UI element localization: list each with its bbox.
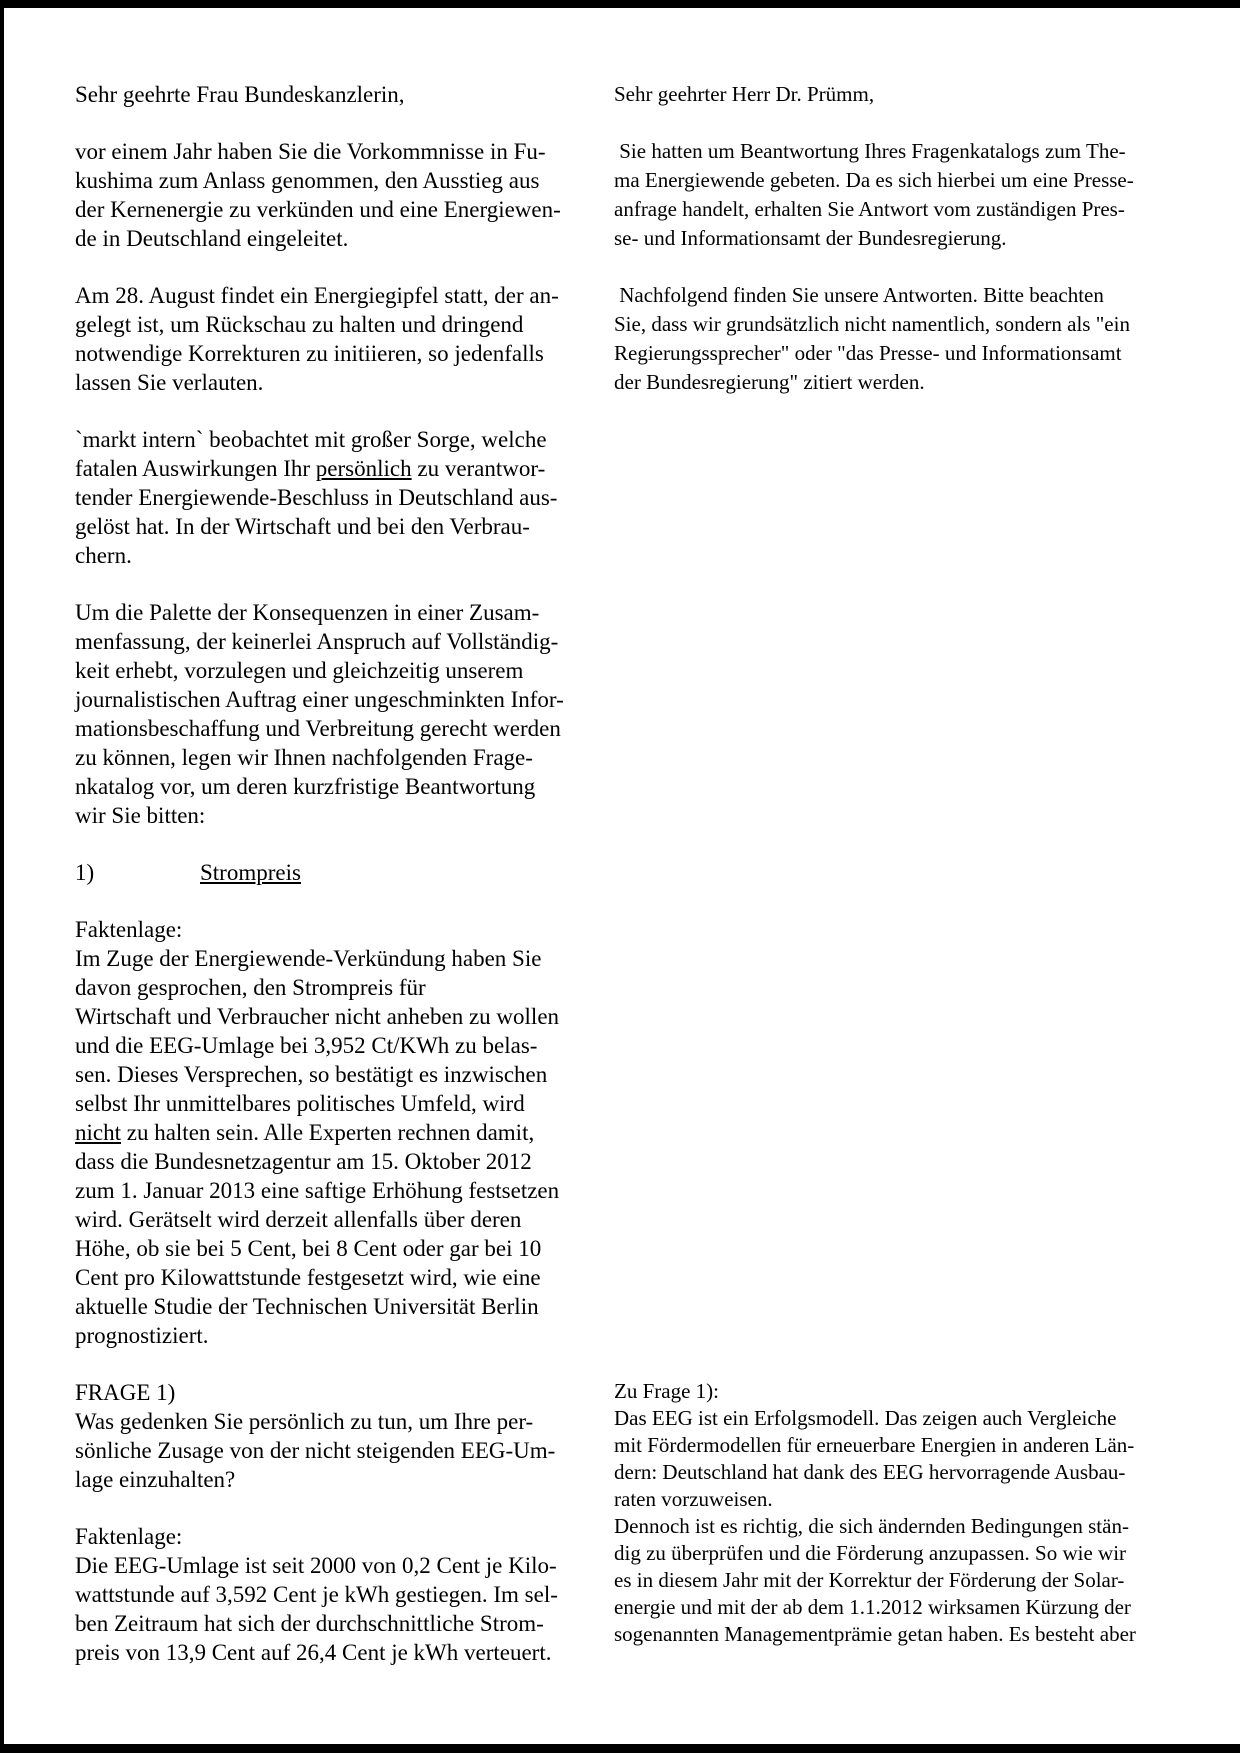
text-line <box>75 915 623 944</box>
text-segment: dern: Deutschland hat dank des EEG hervorragende Ausbau- <box>614 1460 1126 1484</box>
text-segment: Cent pro Kilowattstunde festgesetzt wird, wie eine <box>75 1265 541 1290</box>
text-line <box>75 743 623 772</box>
text-line <box>75 1263 623 1292</box>
text-segment: und die EEG-Umlage bei 3,952 Ct/KWh zu belas- <box>75 1033 538 1058</box>
text-segment: dig zu überprüfen und die Förderung anzupassen. So wie wir <box>614 1541 1127 1565</box>
emphasized-text: persönlich <box>315 456 412 481</box>
text-line <box>75 772 623 801</box>
paragraph <box>614 1378 1214 1648</box>
text-segment: ben Zeitraum hat sich der durchschnittliche Strom- <box>75 1611 544 1636</box>
text-segment: anfrage handelt, erhalten Sie Antwort vom zuständigen Pres- <box>614 197 1125 221</box>
paragraph <box>75 425 623 570</box>
text-segment: selbst Ihr unmittelbares politisches Umfeld, wird <box>75 1091 525 1116</box>
text-line <box>614 224 1214 253</box>
text-segment: zu können, legen wir Ihnen nachfolgenden Frage- <box>75 745 533 770</box>
text-segment: Zu Frage 1): <box>614 1379 719 1403</box>
text-line <box>75 281 623 310</box>
paragraph <box>75 1378 623 1494</box>
text-line <box>75 1551 623 1580</box>
page-border-top <box>0 0 1240 8</box>
left-column-body <box>75 137 623 1667</box>
text-line <box>75 137 623 166</box>
text-line <box>75 1407 623 1436</box>
text-line <box>614 1378 1214 1405</box>
text-line <box>75 1580 623 1609</box>
text-segment: zum 1. Januar 2013 eine saftige Erhöhung festsetzen <box>75 1178 560 1203</box>
text-line <box>614 1432 1214 1459</box>
text-segment: Höhe, ob sie bei 5 Cent, bei 8 Cent oder gar bei 10 <box>75 1236 542 1261</box>
text-line <box>75 1465 623 1494</box>
text-segment: keit erhebt, vorzulegen und gleichzeitig unserem <box>75 658 524 683</box>
text-segment: de in Deutschland eingeleitet. <box>75 226 349 251</box>
text-line <box>75 656 623 685</box>
text-segment: energie und mit der ab dem 1.1.2012 wirksamen Kürzung der <box>614 1595 1131 1619</box>
text-segment: kushima zum Anlass genommen, den Ausstieg aus <box>75 168 540 193</box>
text-segment: prognostiziert. <box>75 1323 209 1348</box>
text-segment: journalistischen Auftrag einer ungeschminkten Infor- <box>75 687 564 712</box>
text-segment: `markt intern` beobachtet mit großer Sorge, welche <box>75 427 547 452</box>
text-line <box>75 598 623 627</box>
right-column-answer-body <box>614 1378 1214 1648</box>
text-line <box>75 1609 623 1638</box>
text-line <box>614 1567 1214 1594</box>
left-salutation: Sehr geehrte Frau Bundeskanzlerin, <box>75 82 405 107</box>
section-title: Strompreis <box>200 860 301 885</box>
page-border-bottom <box>0 1744 1240 1753</box>
text-segment: dass die Bundesnetzagentur am 15. Oktober 2012 <box>75 1149 532 1174</box>
text-line <box>614 1540 1214 1567</box>
text-segment: Die EEG-Umlage ist seit 2000 von 0,2 Cent je Kilo- <box>75 1553 557 1578</box>
text-segment: Regierungssprecher" oder "das Presse- und Informationsamt <box>614 341 1122 365</box>
text-segment: Was gedenken Sie persönlich zu tun, um Ihre per- <box>75 1409 534 1434</box>
text-line <box>75 1292 623 1321</box>
text-segment: raten vorzuweisen. <box>614 1487 773 1511</box>
text-segment: sogenannten Managementprämie getan haben. Es besteht aber <box>614 1622 1136 1646</box>
text-line <box>614 368 1214 397</box>
text-line <box>75 512 623 541</box>
paragraph <box>614 281 1214 397</box>
text-line <box>75 425 623 454</box>
text-segment: Das EEG ist ein Erfolgsmodell. Das zeigen auch Vergleiche <box>614 1406 1117 1430</box>
section-heading <box>75 858 623 887</box>
text-segment: wattstunde auf 3,592 Cent je kWh gestiegen. Im sel- <box>75 1582 558 1607</box>
text-line <box>75 1321 623 1350</box>
right-column-intro-body <box>614 137 1214 397</box>
text-segment: gelegt ist, um Rückschau zu halten und dringend <box>75 312 524 337</box>
text-line <box>75 224 623 253</box>
text-segment: notwendige Korrekturen zu initiieren, so jedenfalls <box>75 341 544 366</box>
text-line <box>75 685 623 714</box>
text-line <box>614 1405 1214 1432</box>
text-line <box>75 454 623 483</box>
text-line <box>75 166 623 195</box>
text-line <box>75 944 623 973</box>
paragraph <box>614 137 1214 253</box>
text-line <box>614 137 1214 166</box>
text-line <box>75 368 623 397</box>
text-segment: FRAGE 1) <box>75 1380 176 1405</box>
text-line <box>75 1002 623 1031</box>
text-segment: zu halten sein. Alle Experten rechnen damit, <box>121 1120 535 1145</box>
text-segment: mit Fördermodellen für erneuerbare Energien in anderen Län- <box>614 1433 1135 1457</box>
paragraph <box>75 1522 623 1667</box>
section-number: 1) <box>75 860 95 885</box>
text-line <box>614 339 1214 368</box>
text-segment: Um die Palette der Konsequenzen in einer Zusam- <box>75 600 540 625</box>
text-segment: es in diesem Jahr mit der Korrektur der Förderung der Solar- <box>614 1568 1125 1592</box>
paragraph <box>75 598 623 830</box>
page-border-left <box>0 0 4 1753</box>
text-line <box>75 627 623 656</box>
text-segment: lage einzuhalten? <box>75 1467 236 1492</box>
right-column-intro <box>614 80 1214 397</box>
text-segment: preis von 13,9 Cent auf 26,4 Cent je kWh verteuert. <box>75 1640 552 1665</box>
paragraph <box>75 137 623 253</box>
text-segment: nkatalog vor, um deren kurzfristige Beantwortung <box>75 774 536 799</box>
text-segment: Am 28. August findet ein Energiegipfel statt, der an- <box>75 283 559 308</box>
text-segment: Im Zuge der Energiewende-Verkündung haben Sie <box>75 946 542 971</box>
text-line <box>614 1594 1214 1621</box>
text-line <box>75 1118 623 1147</box>
left-column <box>75 80 623 1667</box>
text-line <box>75 1378 623 1407</box>
text-segment: mationsbeschaffung und Verbreitung gerecht werden <box>75 716 561 741</box>
paragraph <box>75 281 623 397</box>
text-segment: chern. <box>75 543 132 568</box>
text-segment: Dennoch ist es richtig, die sich ändernden Bedingungen stän- <box>614 1514 1129 1538</box>
text-segment: Sie hatten um Beantwortung Ihres Fragenkatalogs zum The- <box>614 139 1126 163</box>
text-line <box>614 1513 1214 1540</box>
text-line <box>75 801 623 830</box>
text-segment: aktuelle Studie der Technischen Universität Berlin <box>75 1294 539 1319</box>
text-segment: fatalen Auswirkungen Ihr <box>75 456 316 481</box>
text-line <box>75 1031 623 1060</box>
text-line <box>75 973 623 1002</box>
text-segment: Faktenlage: <box>75 917 183 942</box>
text-segment: ma Energiewende gebeten. Da es sich hierbei um eine Presse- <box>614 168 1134 192</box>
text-line <box>75 483 623 512</box>
text-line <box>75 1176 623 1205</box>
text-segment: tender Energiewende-Beschluss in Deutschland aus- <box>75 485 558 510</box>
text-line <box>614 1621 1214 1648</box>
text-segment: menfassung, der keinerlei Anspruch auf Vollständig- <box>75 629 559 654</box>
emphasized-text: nicht <box>75 1120 121 1145</box>
text-segment: se- und Informationsamt der Bundesregierung. <box>614 226 1007 250</box>
text-line <box>75 339 623 368</box>
text-line <box>75 1147 623 1176</box>
text-line <box>75 541 623 570</box>
text-segment: der Kernenergie zu verkünden und eine Energiewen- <box>75 197 561 222</box>
text-line <box>614 1459 1214 1486</box>
text-line <box>75 1234 623 1263</box>
text-line <box>614 281 1214 310</box>
text-segment: gelöst hat. In der Wirtschaft und bei den Verbrau- <box>75 514 530 539</box>
right-salutation: Sehr geehrter Herr Dr. Prümm, <box>614 82 875 106</box>
text-line <box>75 1205 623 1234</box>
text-segment: der Bundesregierung" zitiert werden. <box>614 370 925 394</box>
text-segment: vor einem Jahr haben Sie die Vorkommnisse in Fu- <box>75 139 546 164</box>
text-segment: wird. Gerätselt wird derzeit allenfalls über deren <box>75 1207 522 1232</box>
text-line <box>75 1060 623 1089</box>
text-line <box>614 195 1214 224</box>
text-segment: Faktenlage: <box>75 1524 183 1549</box>
text-line <box>75 1089 623 1118</box>
right-column-answer <box>614 1378 1214 1648</box>
text-line <box>75 1522 623 1551</box>
text-line <box>614 310 1214 339</box>
paragraph <box>75 915 623 1350</box>
text-segment: zu verantwor- <box>411 456 546 481</box>
text-segment: sen. Dieses Versprechen, so bestätigt es inzwischen <box>75 1062 548 1087</box>
text-segment: lassen Sie verlauten. <box>75 370 264 395</box>
text-line <box>75 195 623 224</box>
text-segment: davon gesprochen, den Strompreis für <box>75 975 426 1000</box>
text-line <box>614 1486 1214 1513</box>
text-line <box>75 310 623 339</box>
text-segment: Sie, dass wir grundsätzlich nicht namentlich, sondern als "ein <box>614 312 1130 336</box>
text-segment: wir Sie bitten: <box>75 803 206 828</box>
text-line <box>75 1638 623 1667</box>
text-line <box>614 166 1214 195</box>
text-segment: sönliche Zusage von der nicht steigenden EEG-Um- <box>75 1438 556 1463</box>
text-line <box>75 1436 623 1465</box>
text-segment: Wirtschaft und Verbraucher nicht anheben zu wollen <box>75 1004 560 1029</box>
text-segment: Nachfolgend finden Sie unsere Antworten. Bitte beachten <box>614 283 1104 307</box>
text-line <box>75 714 623 743</box>
